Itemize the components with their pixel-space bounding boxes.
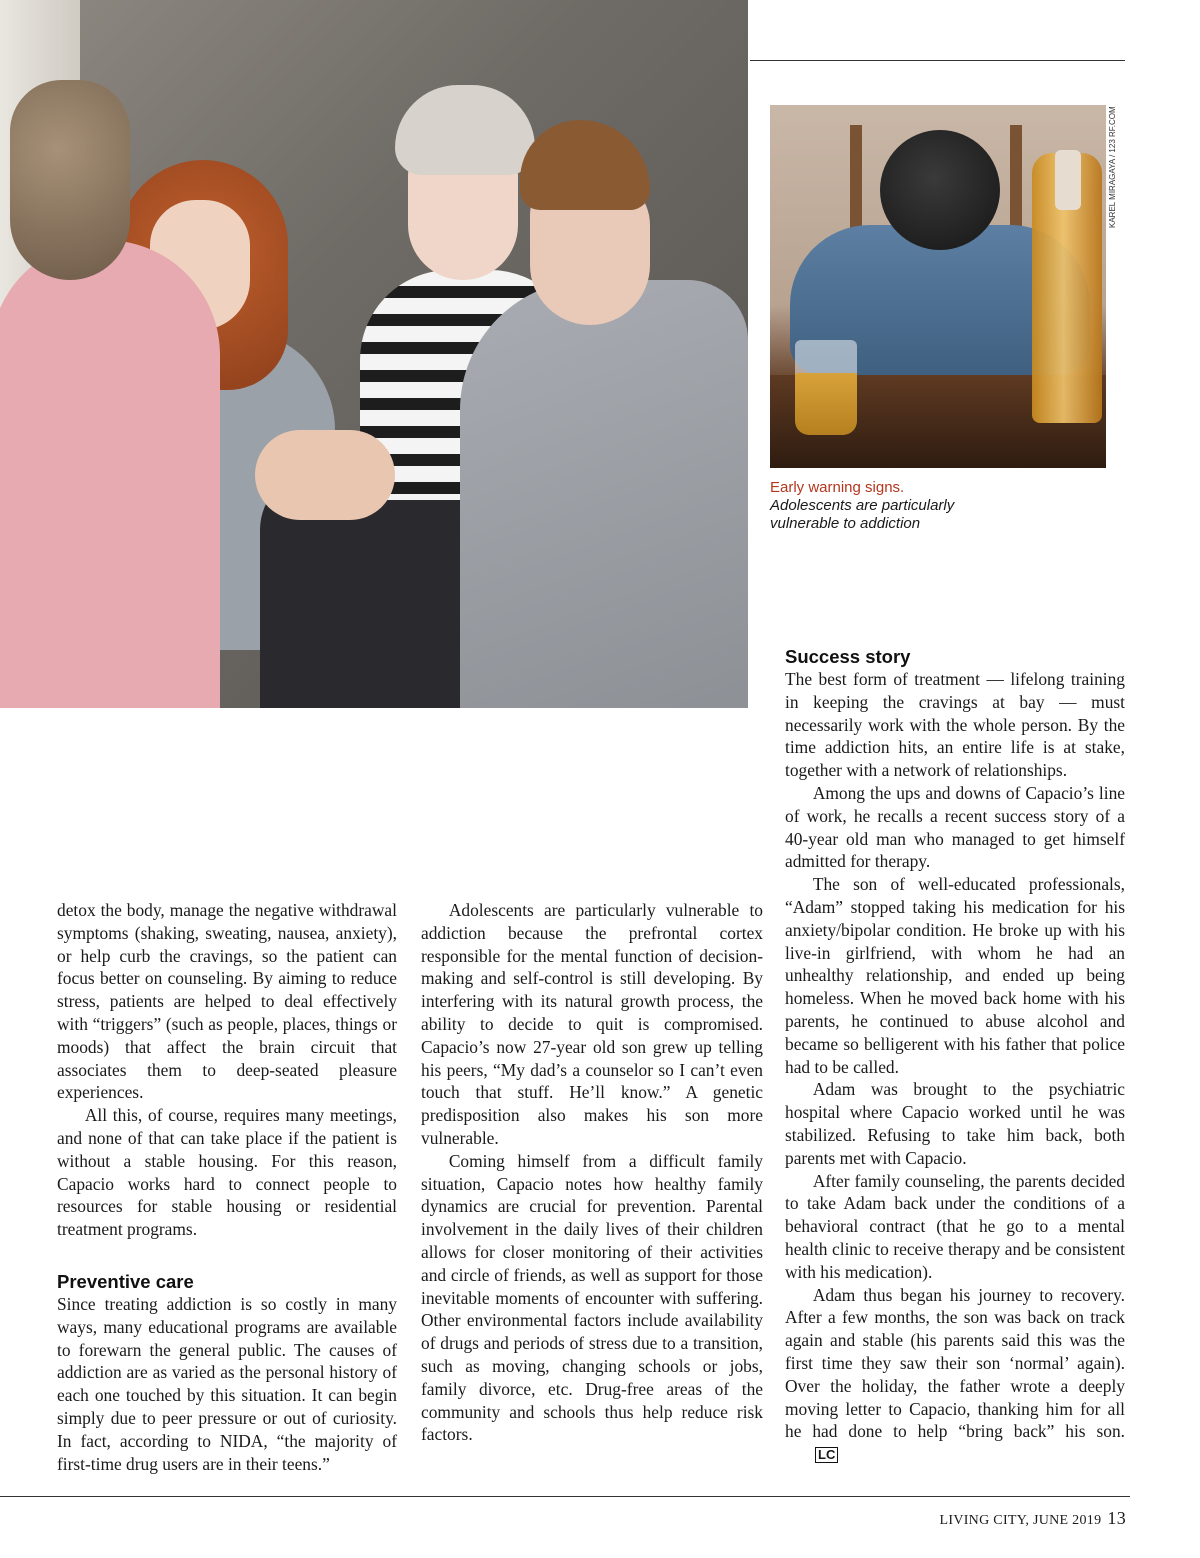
paragraph: All this, of course, requires many meetings, and none of that can take place if the patient is without a stable housing. For this reason, Capacio works hard to connect people to resources for stable housing or residential treatment programs. (57, 1105, 397, 1240)
photo-figure (0, 240, 220, 708)
paragraph: Coming himself from a difficult family situation, Capacio notes how healthy family dynamics are crucial for prevention. Parental involvement in the daily lives of their children allows for closer monitoring of their activities and circle of friends, as well as support for those inevitable moments of encounter with suffering. Other environmental factors include availability of drugs and periods of stress due to a transition, such as moving, changing schools or jobs, family divorce, etc. Drug-free areas of the community and schools thus help reduce risk factors. (421, 1150, 763, 1445)
caption-lead: Early warning signs. (770, 479, 905, 496)
photo-glass (795, 340, 857, 435)
photo-credit: KAREL MIRAGAYA / 123 RF.COM (1108, 106, 1117, 228)
paragraph: Adolescents are particularly vulnerable to addiction because the prefrontal cortex responsible for the mental function of decision-making and self-control is still developing. By interfering with its natural growth process, the ability to decide to quit is compromised. Capacio’s now 27-year old son grew up telling his peers, “My dad’s a counselor so I can’t even touch that stuff. He’ll know.” A genetic predisposition also makes his son more vulnerable. (421, 900, 763, 1148)
photo-bottle (1055, 150, 1081, 210)
section-heading: Success story (785, 646, 911, 667)
end-mark-logo: LC (815, 1447, 838, 1463)
paragraph-text: Adam thus began his journey to recovery. After a few months, the son was back on track again and stable (his parents said this was the first time they saw their son ‘normal’ again). Over the holiday, the father wrote a deeply moving letter to Capacio, thanking him for all he had done to help “bring back” his son. (785, 1284, 1125, 1442)
article-column-2 (421, 899, 763, 1446)
photo-figure (255, 430, 395, 520)
paragraph: Among the ups and downs of Capacio’s line of work, he recalls a recent success story of a 40-year old man who managed to get himself admitted for therapy. (785, 782, 1125, 872)
photo-figure (880, 130, 1000, 250)
paragraph: After family counseling, the parents decided to take Adam back under the conditions of a behavioral contract (that he go to a mental health clinic to receive therapy and be consistent with his medication). (785, 1170, 1125, 1282)
caption-text: vulnerable to addiction (770, 515, 921, 532)
photo-figure (395, 85, 535, 175)
photo-caption (770, 479, 1110, 533)
section-heading: Preventive care (57, 1270, 194, 1292)
article-column-1 (57, 899, 397, 1475)
photo-figure (10, 80, 130, 280)
caption-text: Adolescents are particularly (770, 497, 955, 514)
paragraph: detox the body, manage the negative withdrawal symptoms (shaking, sweating, nausea, anxiety), or help curb the cravings, so the patient can focus better on counseling. By aiming to reduce stress, patients are helped to deal effectively with “triggers” (such as people, places, things or moods) that affect the brain circuit that associates them to deep-seated pleasure experiences. (57, 900, 397, 1103)
photo-figure (460, 280, 748, 708)
paragraph: Since treating addiction is so costly in many ways, many educational programs are available to forewarn the general public. The causes of addiction are as varied as the personal history of each one touched by this situation. It can begin simply due to peer pressure or out of curiosity. In fact, according to NIDA, “the majority of first-time drug users are in their teens.” (57, 1293, 397, 1474)
page-number: 13 (1107, 1508, 1126, 1528)
paragraph: The best form of treatment — lifelong training in keeping the cravings at bay — must necessarily work with the whole person. By the time addiction hits, an entire life is at stake, together with a network of relationships. (785, 669, 1125, 781)
paragraph (785, 1284, 1125, 1466)
man-sleeping-with-alcohol-photo (770, 105, 1106, 468)
top-rule (750, 60, 1125, 61)
group-counseling-photo (0, 0, 748, 708)
paragraph: The son of well-educated professionals, “Adam” stopped taking his medication for his anxiety/bipolar condition. He broke up with his live-in girlfriend, with whom he had an unhealthy relationship, and ended up being homeless. When he moved back home with his parents, he continued to abuse alcohol and became so belligerent with his father that police had to be called. (785, 874, 1125, 1077)
photo-figure (520, 120, 650, 210)
paragraph: Adam was brought to the psychiatric hospital where Capacio worked until he was stabilized. Refusing to take him back, both parents met with Capacio. (785, 1079, 1125, 1168)
page-footer (940, 1508, 1127, 1529)
footer-rule (0, 1496, 1130, 1497)
publication-name: LIVING CITY, JUNE 2019 (939, 1513, 1102, 1528)
article-column-3 (785, 646, 1125, 1466)
